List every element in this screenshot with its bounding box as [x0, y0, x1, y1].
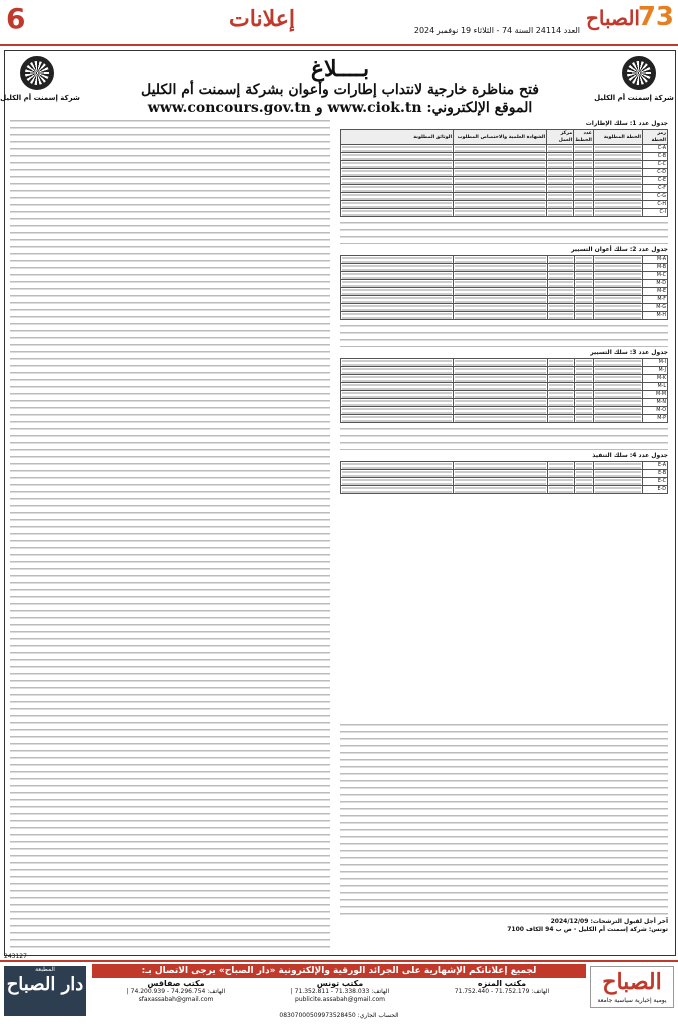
- plan-code: M-N: [642, 399, 667, 407]
- table-row: [341, 161, 668, 169]
- notice-title: بــــلاغ: [310, 56, 370, 82]
- table-row: [341, 264, 668, 272]
- table-row: [341, 359, 668, 367]
- logo-number: 73: [637, 2, 674, 32]
- table-cell: [574, 145, 594, 153]
- body-text-column: [10, 118, 330, 948]
- plan-code: M-P: [642, 415, 667, 423]
- table-cell: [593, 209, 642, 217]
- table-cell: [547, 185, 574, 193]
- table-cell: [341, 185, 454, 193]
- table-cell: [341, 486, 454, 494]
- table-cell: [593, 272, 642, 280]
- table-row: [341, 383, 668, 391]
- table-cell: [547, 272, 574, 280]
- table-cell: [547, 312, 574, 320]
- footer-brand-sub: يومية إخبارية سياسية جامعة: [597, 997, 667, 1004]
- table-cell: [341, 478, 454, 486]
- table-cell: [574, 375, 593, 383]
- table-cell: [574, 185, 594, 193]
- table-cell: [547, 478, 574, 486]
- table-cell: [547, 280, 574, 288]
- section-title: إعلانات: [229, 6, 295, 32]
- table-cell: [454, 153, 547, 161]
- page-header: [0, 0, 678, 46]
- col-header: رمز الخطة: [642, 130, 667, 145]
- table-cell: [574, 264, 593, 272]
- plan-code: M-O: [642, 407, 667, 415]
- table-d: [340, 461, 668, 494]
- table-cell: [547, 169, 574, 177]
- plan-code: C-A: [642, 145, 667, 153]
- table-cell: [341, 312, 454, 320]
- bank-account: الحساب الجاري: 08307000509973528450: [279, 1012, 399, 1019]
- text-block: [340, 220, 668, 244]
- table-cell: [593, 256, 642, 264]
- table-cell: [547, 470, 574, 478]
- col-header: الوثائق المطلوبة: [341, 130, 454, 145]
- table-cell: [547, 391, 574, 399]
- footer-brand-name: الصباح: [602, 969, 662, 995]
- table-cell: [574, 153, 594, 161]
- table-cell: [593, 359, 642, 367]
- table-cell: [454, 478, 547, 486]
- office-sfax: [96, 980, 256, 1004]
- table-cell: [454, 209, 547, 217]
- col-header: عدد الخطط: [575, 131, 592, 143]
- table-row: [341, 375, 668, 383]
- table-cell: [341, 145, 454, 153]
- table-cell: [593, 193, 642, 201]
- table-cell: [593, 312, 642, 320]
- table-cell: [547, 359, 574, 367]
- table-cell: [574, 391, 593, 399]
- plan-code: C-E: [642, 177, 667, 185]
- table-cell: [341, 161, 454, 169]
- footer-brand: [590, 966, 674, 1008]
- table-c: [340, 358, 668, 423]
- table-row: [341, 304, 668, 312]
- page-number: 6: [6, 2, 26, 35]
- table-cell: [593, 304, 642, 312]
- plan-code: C-H: [642, 201, 667, 209]
- table-cell: [341, 169, 454, 177]
- table-cell: [574, 169, 594, 177]
- table-row: [341, 280, 668, 288]
- logo-name: الصباح: [585, 6, 640, 30]
- table-cell: [547, 153, 574, 161]
- table-cell: [593, 185, 642, 193]
- table-cell: [547, 375, 574, 383]
- table-cell: [454, 193, 547, 201]
- table-cell: [547, 383, 574, 391]
- table-cell: [547, 201, 574, 209]
- table-cell: [341, 470, 454, 478]
- table-cell: [574, 272, 593, 280]
- table-row: [341, 478, 668, 486]
- table-cell: [574, 383, 593, 391]
- table-cell: [593, 399, 642, 407]
- company-name-left: شركة إسمنت أم الكليل: [0, 94, 80, 102]
- gear-icon: [20, 56, 54, 90]
- table-row: [341, 288, 668, 296]
- office-tunis-text: الهاتف: 71.338.033 - 71.352.811 | publicite.assabah@gmail.com: [290, 988, 390, 1003]
- table-row: [341, 415, 668, 423]
- table-cell: [454, 391, 547, 399]
- table-cell: [341, 153, 454, 161]
- office-menzah: [422, 980, 582, 996]
- office-menzah-text: الهاتف: 71.752.179 - 71.752.440: [454, 988, 550, 995]
- table-cell: [454, 470, 547, 478]
- plan-code: E-D: [642, 486, 667, 494]
- plan-code: C-F: [642, 185, 667, 193]
- plan-code: M-K: [642, 375, 667, 383]
- table-cell: [454, 280, 547, 288]
- table-cell: [341, 383, 454, 391]
- table-cell: [574, 256, 593, 264]
- table-row: [341, 312, 668, 320]
- table-row: [341, 486, 668, 494]
- table-cell: [547, 161, 574, 169]
- text-block: [10, 118, 330, 948]
- dar-sub: المطبعة: [35, 966, 55, 973]
- table-cell: [341, 256, 454, 264]
- table-cell: [341, 399, 454, 407]
- plan-code: M-C: [642, 272, 667, 280]
- table-cell: [454, 177, 547, 185]
- table-cell: [593, 486, 642, 494]
- plan-code: M-M: [642, 391, 667, 399]
- table-cell: [593, 407, 642, 415]
- table-cell: [574, 209, 594, 217]
- dar-name: دار الصباح: [6, 974, 84, 995]
- table-cell: [341, 407, 454, 415]
- table-cell: [341, 462, 454, 470]
- company-name-right: شركة إسمنت أم الكليل: [594, 94, 674, 102]
- office-sfax-title: مكتب صفاقس: [147, 979, 205, 988]
- table-a-title: جدول عدد 1: سلك الإطارات: [585, 120, 668, 127]
- table-cell: [341, 280, 454, 288]
- dar-assabah-box: [4, 966, 86, 1016]
- plan-code: C-C: [642, 161, 667, 169]
- table-cell: [547, 415, 574, 423]
- mailbox: تونس: شركة إسمنت أم الكليل - ص ب 94 الكاف 7100: [507, 926, 668, 933]
- table-cell: [341, 264, 454, 272]
- text-block: [340, 722, 668, 918]
- table-cell: [547, 264, 574, 272]
- table-cell: [341, 201, 454, 209]
- newspaper-logo: [564, 2, 674, 38]
- table-cell: [547, 296, 574, 304]
- table-cell: [454, 312, 547, 320]
- table-cell: [547, 407, 574, 415]
- table-cell: [574, 462, 593, 470]
- table-row: [341, 201, 668, 209]
- table-cell: [547, 288, 574, 296]
- plan-code: E-B: [642, 470, 667, 478]
- office-tunis-title: مكتب تونس: [316, 979, 364, 988]
- table-cell: [593, 153, 642, 161]
- table-cell: [593, 288, 642, 296]
- table-cell: [341, 367, 454, 375]
- col-header: مركز العمل: [547, 130, 574, 145]
- table-cell: [454, 185, 547, 193]
- table-row: [341, 193, 668, 201]
- table-cell: [593, 264, 642, 272]
- page-footer: [0, 960, 678, 1024]
- table-cell: [341, 288, 454, 296]
- table-row: [341, 470, 668, 478]
- table-row: [341, 462, 668, 470]
- table-cell: [574, 304, 593, 312]
- plan-code: M-D: [642, 280, 667, 288]
- table-cell: [454, 359, 547, 367]
- table-cell: [593, 462, 642, 470]
- table-cell: [547, 177, 574, 185]
- plan-code: M-F: [642, 296, 667, 304]
- table-cell: [547, 486, 574, 494]
- table-cell: [454, 415, 547, 423]
- table-row: [341, 209, 668, 217]
- table-cell: [547, 256, 574, 264]
- table-cell: [574, 177, 594, 185]
- table-cell: [547, 399, 574, 407]
- table-row: [341, 272, 668, 280]
- table-cell: [593, 415, 642, 423]
- table-row: [341, 399, 668, 407]
- table-cell: [341, 359, 454, 367]
- table-cell: [454, 462, 547, 470]
- table-cell: [547, 209, 574, 217]
- plan-code: M-B: [642, 264, 667, 272]
- text-block: [340, 426, 668, 450]
- table-cell: [593, 161, 642, 169]
- table-a: [340, 129, 668, 217]
- table-cell: [341, 296, 454, 304]
- table-cell: [547, 145, 574, 153]
- table-c-title: جدول عدد 3: سلك التسيير: [590, 349, 668, 356]
- office-sfax-text: الهاتف: 74.296.754 - 74.200.939 | sfaxassabah@gmail.com: [126, 988, 226, 1003]
- table-cell: [454, 367, 547, 375]
- table-cell: [593, 391, 642, 399]
- table-cell: [341, 304, 454, 312]
- table-cell: [454, 288, 547, 296]
- gear-icon: [622, 56, 656, 90]
- plan-code: M-A: [642, 256, 667, 264]
- table-cell: [574, 470, 593, 478]
- table-row: [341, 153, 668, 161]
- plan-code: C-D: [642, 169, 667, 177]
- table-cell: [341, 391, 454, 399]
- table-cell: [574, 280, 593, 288]
- plan-code: M-L: [642, 383, 667, 391]
- plan-code: M-E: [642, 288, 667, 296]
- table-row: [341, 256, 668, 264]
- table-cell: [574, 161, 594, 169]
- table-cell: [547, 462, 574, 470]
- table-row: [341, 296, 668, 304]
- issue-line: العدد 24114 السنة 74 - الثلاثاء 19 نوفمبر 2024: [413, 26, 580, 35]
- plan-code: E-C: [642, 478, 667, 486]
- conditions-column: [340, 722, 668, 948]
- table-cell: [454, 375, 547, 383]
- table-cell: [593, 201, 642, 209]
- table-cell: [593, 296, 642, 304]
- plan-code: C-I: [642, 209, 667, 217]
- table-cell: [454, 161, 547, 169]
- plan-code: M-G: [642, 304, 667, 312]
- plan-code: C-B: [642, 153, 667, 161]
- table-cell: [574, 359, 593, 367]
- table-cell: [454, 256, 547, 264]
- table-d-title: جدول عدد 4: سلك التنفيذ: [592, 452, 668, 459]
- plan-code: M-I: [642, 359, 667, 367]
- table-cell: [547, 193, 574, 201]
- table-cell: [593, 478, 642, 486]
- table-cell: [574, 312, 593, 320]
- table-cell: [454, 264, 547, 272]
- table-cell: [593, 375, 642, 383]
- plan-code: C-G: [642, 193, 667, 201]
- table-row: [341, 169, 668, 177]
- col-header: الخطة المطلوبة: [593, 130, 642, 145]
- table-cell: [454, 399, 547, 407]
- table-b-title: جدول عدد 2: سلك أعوان التسيير: [571, 246, 668, 253]
- footer-banner: لجميع إعلاناتكم الإشهارية على الجرائد الورقية والإلكترونية «دار الصباح» يرجى الاتصال بـ:: [92, 964, 586, 978]
- table-row: [341, 177, 668, 185]
- table-cell: [341, 209, 454, 217]
- table-cell: [574, 288, 593, 296]
- table-cell: [593, 177, 642, 185]
- table-cell: [454, 383, 547, 391]
- table-cell: [454, 407, 547, 415]
- table-cell: [341, 415, 454, 423]
- table-row: [341, 185, 668, 193]
- table-cell: [547, 304, 574, 312]
- tables-column: [340, 118, 668, 718]
- table-row: [341, 367, 668, 375]
- ad-id: 243127: [4, 953, 27, 960]
- notice-website: الموقع الإلكتروني: www.ciok.tn و www.concours.gov.tn: [147, 100, 533, 116]
- table-cell: [341, 193, 454, 201]
- table-cell: [574, 201, 594, 209]
- table-cell: [341, 177, 454, 185]
- table-cell: [574, 399, 593, 407]
- table-cell: [341, 272, 454, 280]
- table-cell: [454, 169, 547, 177]
- text-block: [340, 323, 668, 347]
- table-cell: [574, 407, 593, 415]
- plan-code: E-A: [642, 462, 667, 470]
- table-row: [341, 407, 668, 415]
- office-menzah-title: مكتب المنزه: [477, 979, 527, 988]
- table-cell: [547, 367, 574, 375]
- table-b: [340, 255, 668, 320]
- table-cell: [593, 383, 642, 391]
- table-cell: [574, 486, 593, 494]
- table-cell: [454, 486, 547, 494]
- table-cell: [454, 272, 547, 280]
- table-cell: [593, 169, 642, 177]
- table-cell: [454, 201, 547, 209]
- table-cell: [574, 478, 593, 486]
- table-cell: [593, 280, 642, 288]
- table-cell: [454, 304, 547, 312]
- notice-subtitle: فتح مناظرة خارجية لانتداب إطارات وأعوان بشركة إسمنت أم الكليل: [140, 82, 539, 98]
- table-cell: [341, 375, 454, 383]
- table-cell: [574, 296, 593, 304]
- deadline: آخر أجل لقبول الترشحات: 2024/12/09: [550, 918, 668, 925]
- plan-code: M-H: [642, 312, 667, 320]
- table-row: [341, 391, 668, 399]
- table-cell: [593, 470, 642, 478]
- table-row: [341, 145, 668, 153]
- table-cell: [454, 296, 547, 304]
- table-cell: [454, 145, 547, 153]
- table-cell: [593, 145, 642, 153]
- col-header: الشهادة العلمية والاختصاص المطلوب: [454, 130, 547, 145]
- plan-code: M-J: [642, 367, 667, 375]
- office-tunis: [260, 980, 420, 1004]
- table-cell: [593, 367, 642, 375]
- table-cell: [574, 415, 593, 423]
- table-cell: [574, 193, 594, 201]
- table-cell: [574, 367, 593, 375]
